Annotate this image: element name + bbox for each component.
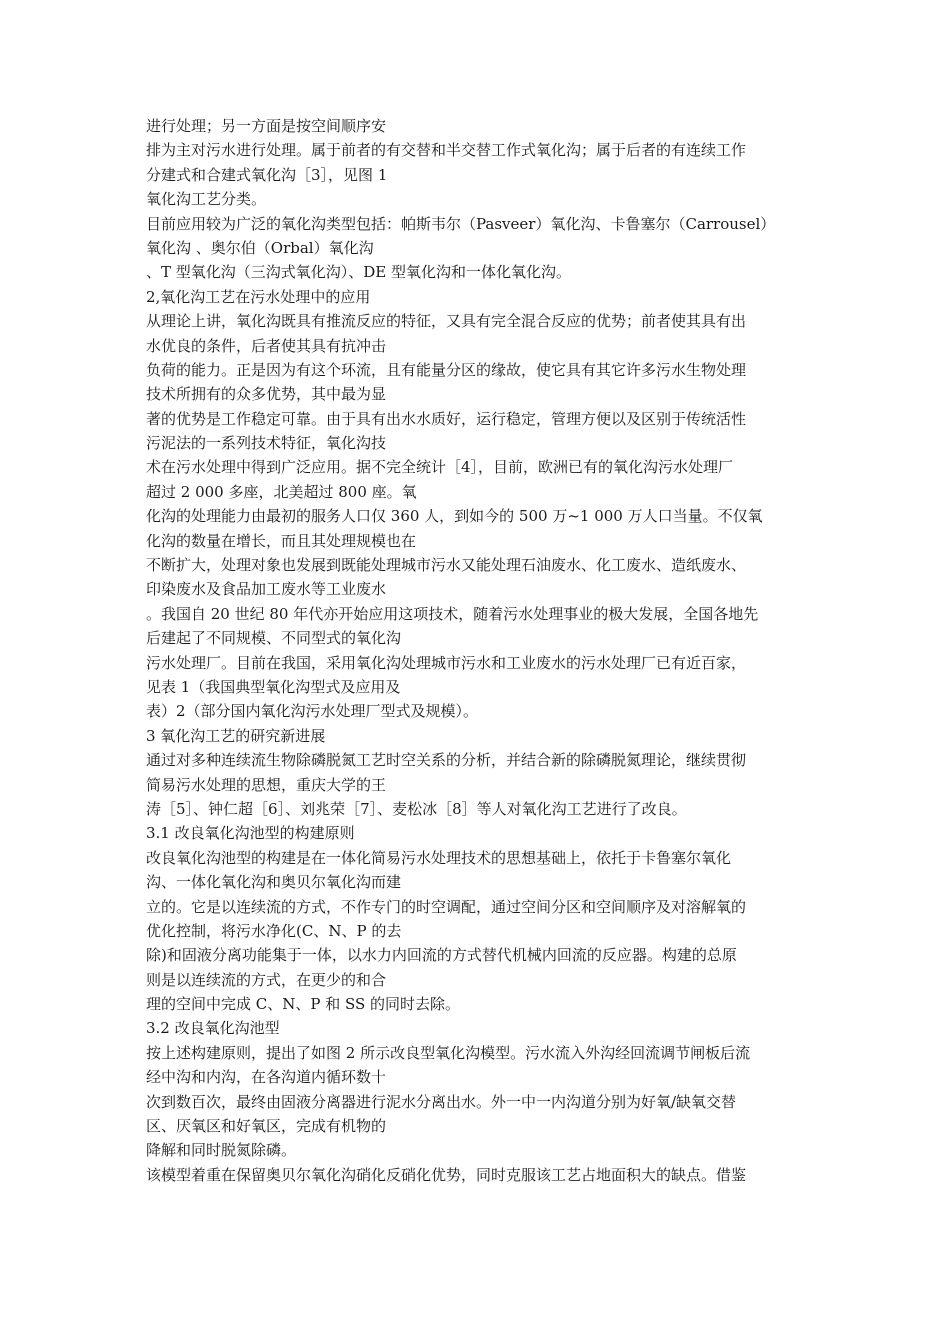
- text-line: 沟、一体化氧化沟和奥贝尔氧化沟而建: [146, 873, 402, 892]
- text-line: 化沟的数量在增长，而且其处理规模也在: [146, 531, 417, 550]
- text-line: 技术所拥有的众多优势，其中最为显: [146, 385, 387, 404]
- document-body: [146, 114, 836, 1187]
- text-line: 印染废水及食品加工废水等工业废水: [146, 580, 387, 599]
- text-line: 通过对多种连续流生物除磷脱氮工艺时空关系的分析，并结合新的除磷脱氮理论，继续贯彻: [146, 751, 747, 770]
- text-line: 3.1 改良氧化沟池型的构建原则: [146, 824, 355, 843]
- text-line: 著的优势是工作稳定可靠。由于具有出水水质好，运行稳定，管理方便以及区别于传统活性: [146, 409, 747, 428]
- text-line: 化沟的处理能力由最初的服务人口仅 360 人，到如今的 500 万~1 000 万人口当量。不仅氧: [146, 507, 763, 526]
- text-line: 污泥法的一系列技术特征，氧化沟技: [146, 434, 387, 453]
- text-line: 超过 2 000 多座，北美超过 800 座。氧: [146, 482, 417, 501]
- text-line: 除)和固液分离功能集于一体，以水力内回流的方式替代机械内回流的反应器。构建的总原: [146, 946, 737, 965]
- text-line: 区、厌氧区和好氧区，完成有机物的: [146, 1117, 387, 1136]
- text-line: 见表 1（我国典型氧化沟型式及应用及: [146, 677, 401, 696]
- text-line: 氧化沟 、奥尔伯（Orbal）氧化沟: [146, 238, 374, 257]
- text-line: 简易污水处理的思想，重庆大学的王: [146, 775, 387, 794]
- text-line: 分建式和合建式氧化沟［3］，见图 1: [146, 165, 388, 184]
- text-line: 不断扩大，处理对象也发展到既能处理城市污水又能处理石油废水、化工废水、造纸废水、: [146, 556, 747, 575]
- text-line: 次到数百次，最终由固液分离器进行泥水分离出水。外一中一内沟道分别为好氧/缺氧交替: [146, 1092, 737, 1111]
- text-line: 负荷的能力。正是因为有这个环流，且有能量分区的缘故，使它具有其它许多污水生物处理: [146, 360, 747, 379]
- text-line: 3.2 改良氧化沟池型: [146, 1019, 280, 1038]
- text-line: 目前应用较为广泛的氧化沟类型包括：帕斯韦尔（Pasveer）氧化沟、卡鲁塞尔（Carrousel）: [146, 214, 776, 233]
- text-line: 经中沟和内沟，在各沟道内循环数十: [146, 1068, 387, 1087]
- text-line: 降解和同时脱氮除磷。: [146, 1141, 297, 1160]
- text-line: 进行处理；另一方面是按空间顺序安: [146, 117, 387, 135]
- text-line: 术在污水处理中得到广泛应用。据不完全统计［4］，目前，欧洲已有的氧化沟污水处理厂: [146, 458, 734, 477]
- text-line: 氧化沟工艺分类。: [146, 190, 267, 209]
- text-line: 表）2（部分国内氧化沟污水处理厂型式及规模）。: [146, 702, 479, 721]
- text-line: 2,氧化沟工艺在污水处理中的应用: [146, 287, 371, 306]
- text-line: 立的。它是以连续流的方式，不作专门的时空调配，通过空间分区和空间顺序及对溶解氧的: [146, 897, 747, 916]
- text-line: 按上述构建原则，提出了如图 2 所示改良型氧化沟模型。污水流入外沟经回流调节闸板后流: [146, 1043, 751, 1062]
- text-line: 理的空间中完成 C、N、P 和 SS 的同时去除。: [146, 995, 461, 1014]
- text-line: 。我国自 20 世纪 80 年代亦开始应用这项技术，随着污水处理事业的极大发展，全国各地先: [146, 604, 759, 623]
- text-line: 优化控制，将污水净化(C、N、P 的去: [146, 921, 402, 940]
- text-line: 、T 型氧化沟（三沟式氧化沟）、DE 型氧化沟和一体化氧化沟。: [146, 263, 572, 282]
- text-line: 改良氧化沟池型的构建是在一体化简易污水处理技术的思想基础上，依托于卡鲁塞尔氧化: [146, 848, 732, 867]
- text-line: 该模型着重在保留奥贝尔氧化沟硝化反硝化优势，同时克服该工艺占地面积大的缺点。借鉴: [146, 1165, 747, 1184]
- text-line: 则是以连续流的方式，在更少的和合: [146, 970, 387, 989]
- text-line: 后建起了不同规模、不同型式的氧化沟: [146, 629, 402, 648]
- text-line: 从理论上讲，氧化沟既具有推流反应的特征，又具有完全混合反应的优势；前者使其具有出: [146, 312, 747, 331]
- text-line: 排为主对污水进行处理。属于前者的有交替和半交替工作式氧化沟；属于后者的有连续工作: [146, 141, 747, 160]
- text-line: 涛［5］、钟仁超［6］、刘兆荣［7］、麦松冰［8］等人对氧化沟工艺进行了改良。: [146, 799, 687, 818]
- text-line: 3 氧化沟工艺的研究新进展: [146, 726, 326, 745]
- text-line: 水优良的条件，后者使其具有抗冲击: [146, 336, 387, 355]
- text-line: 污水处理厂。目前在我国，采用氧化沟处理城市污水和工业废水的污水处理厂已有近百家，: [146, 653, 747, 672]
